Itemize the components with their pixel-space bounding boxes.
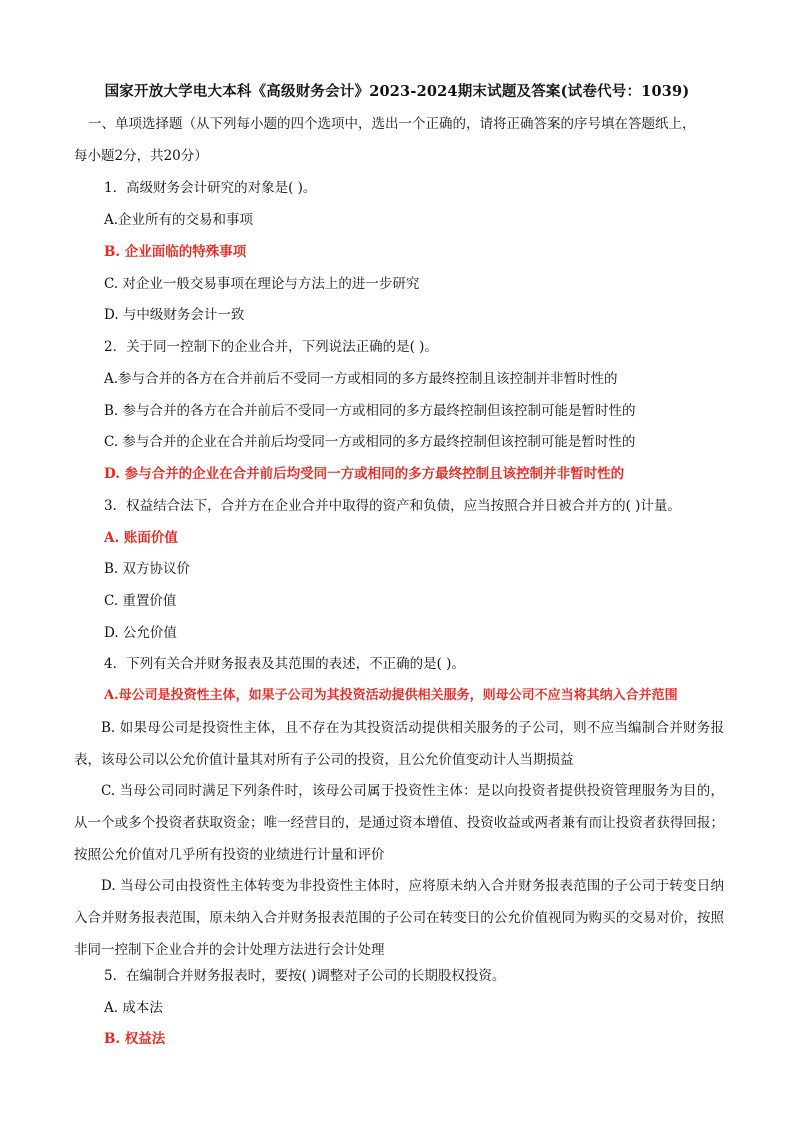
page-title: 国家开放大学电大本科《高级财务会计》2023-2024期末试题及答案(试卷代号：1039): [104, 83, 690, 100]
section-heading-cont: 每小题2分，共20分）: [74, 148, 208, 164]
question-1-option-d: D. 与中级财务会计一致: [104, 307, 245, 323]
question-1-option-c: C. 对企业一般交易事项在理论与方法上的进一步研究: [104, 276, 420, 292]
question-4-option-a-answer: A.母公司是投资性主体，如果子公司为其投资活动提供相关服务，则母公司不应当将其纳入合并范围: [104, 688, 678, 703]
question-4-option-b: B. 如果母公司是投资性主体，且不存在为其投资活动提供相关服务的子公司，则不应当编制合并财务报表，该母公司以公允价值计量其对所有子公司的投资，且公允价值变动计人当期损益: [74, 720, 724, 768]
question-4-option-d: D. 当母公司由投资性主体转变为非投资性主体时，应将原未纳入合并财务报表范围的子公司于转变日纳入合并财务报表范围，原未纳入合并财务报表范围的子公司在转变日的公允价值视同为购买的交易对价，按照非同一控制下企业合并的会计处理方法进行会计处理: [74, 878, 724, 958]
question-1-option-a: A.企业所有的交易和事项: [104, 212, 254, 228]
question-1-option-b-answer: B. 企业面临的特殊事项: [104, 244, 247, 260]
question-5-option-a: A. 成本法: [104, 1000, 163, 1016]
question-2-option-a: A.参与合并的各方在合并前后不受同一方或相同的多方最终控制且该控制并非暂时性的: [104, 371, 618, 387]
question-3-stem: 3．权益结合法下，合并方在企业合并中取得的资产和负债，应当按照合并日被合并方的( )计量。: [104, 498, 681, 514]
question-2-option-b: B. 参与合并的各方在合并前后不受同一方或相同的多方最终控制但该控制可能是暂时性的: [104, 403, 636, 419]
question-3-option-d: D. 公允价值: [104, 625, 177, 641]
question-3-option-a-answer: A. 账面价值: [104, 530, 178, 546]
question-3-option-c: C. 重置价值: [104, 593, 177, 609]
question-3-option-b: B. 双方协议价: [104, 561, 191, 577]
question-5-stem: 5．在编制合并财务报表时，要按( )调整对子公司的长期股权投资。: [104, 968, 506, 984]
question-2-option-d-answer: D. 参与合并的企业在合并前后均受同一方或相同的多方最终控制且该控制并非暂时性的: [104, 466, 625, 482]
question-2-stem: 2．关于同一控制下的企业合并，下列说法正确的是( )。: [104, 339, 438, 355]
question-4-option-c: C. 当母公司同时满足下列条件时，该母公司属于投资性主体：是以向投资者提供投资管理服务为目的，从一个或多个投资者获取资金；唯一经营目的，是通过资本增值、投资收益或两者兼有而让投资者获得回报；按照公允价值对几乎所有投资的业绩进行计量和评价: [74, 783, 724, 863]
question-1-stem: 1．高级财务会计研究的对象是( )。: [104, 180, 317, 196]
question-4-stem: 4．下列有关合并财务报表及其范围的表述，不正确的是( )。: [104, 656, 465, 672]
question-5-option-b-answer: B. 权益法: [104, 1031, 166, 1047]
question-2-option-c: C. 参与合并的企业在合并前后均受同一方或相同的多方最终控制但该控制可能是暂时性的: [104, 434, 636, 450]
section-heading: 一、单项选择题（从下列每小题的四个选项中，选出一个正确的，请将正确答案的序号填在答题纸上，: [88, 116, 696, 132]
